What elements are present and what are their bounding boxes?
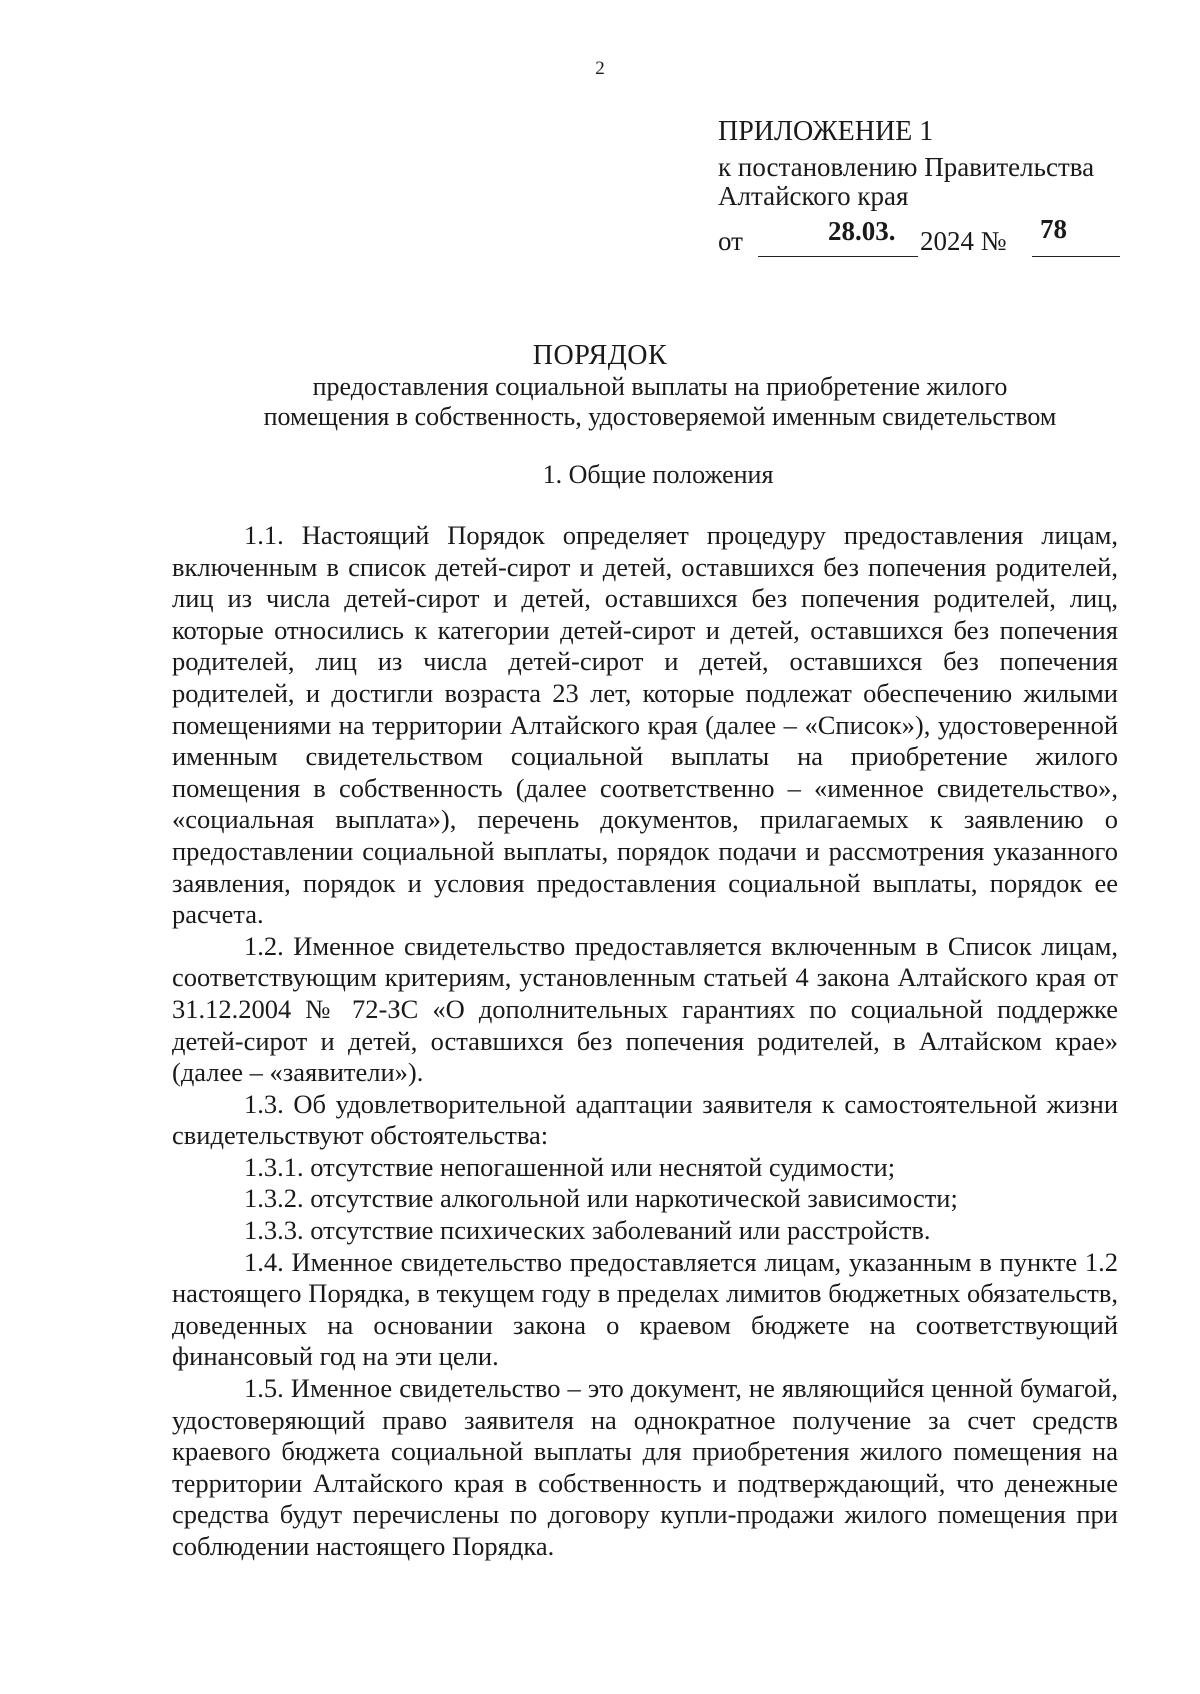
paragraph-1-1: 1.1. Настоящий Порядок определяет процедуру предоставления лицам, включенным в список детей-сирот и детей, оставшихся без попечения родителей, лиц из числа детей-сирот и детей, оставшихся без попечения родителей, лиц, которые относились к категории детей-сирот и детей, оставшихся без попечения родителей, лиц из числа детей-сирот и детей, оставшихся без попечения родителей, и достигли возраста 23 лет, которые подлежат обеспечению жилыми помещениями на территории Алтайского края (далее – «Список»), удостоверенной именным свидетельством социальной выплаты на приобретение жилого помещения в собственность (далее соответственно – «именное свидетельство», «социальная выплата»), перечень документов, прилагаемых к заявлению о предоставлении социальной выплаты, порядок подачи и рассмотрения указанного заявления, порядок и условия предоставления социальной выплаты, порядок ее расчета. — [172, 520, 1118, 930]
appendix-number: 78 — [1040, 214, 1067, 244]
page-number: 2 — [595, 58, 605, 79]
appendix-year: 2024 № — [920, 226, 1007, 256]
order-subtitle — [210, 372, 1110, 432]
section-title: 1. Общие положения — [542, 460, 774, 489]
paragraph-1-3-2: 1.3.2. отсутствие алкогольной или наркотической зависимости; — [244, 1183, 958, 1214]
number-underline — [1032, 256, 1120, 257]
appendix-block — [718, 116, 1158, 258]
document-body — [172, 520, 1118, 1563]
paragraph-1-5: 1.5. Именное свидетельство – это документ, не являющийся ценной бумагой, удостоверяющий право заявителя на однократное получение за счет средств краевого бюджета социальной выплаты для приобретения жилого помещения на территории Алтайского края в собственность и подтверждающий, что денежные средства будут перечислены по договору купли-продажи жилого помещения при соблюдении настоящего Порядка. — [172, 1373, 1118, 1561]
order-subtitle-line2: помещения в собственность, удостоверяемой именным свидетельством — [263, 402, 1057, 431]
paragraph-1-3-3: 1.3.3. отсутствие психических заболеваний или расстройств. — [244, 1215, 931, 1246]
order-title: ПОРЯДОК — [532, 340, 668, 371]
paragraph-1-3-1: 1.3.1. отсутствие непогашенной или неснятой судимости; — [244, 1151, 896, 1182]
order-subtitle-line1: предоставления социальной выплаты на приобретение жилого — [312, 372, 1008, 401]
appendix-ot: от — [718, 226, 743, 256]
appendix-title: ПРИЛОЖЕНИЕ 1 — [718, 116, 934, 147]
appendix-line1: к постановлению Правительства — [718, 152, 1095, 182]
appendix-date: 28.03. — [828, 216, 896, 246]
date-underline — [758, 256, 918, 257]
appendix-date-row — [718, 214, 1158, 258]
appendix-line2: Алтайского края — [718, 181, 909, 211]
paragraph-1-2: 1.2. Именное свидетельство предоставляется включенным в Список лицам, соответствующим критериям, установленным статьей 4 закона Алтайского края от 31.12.2004 № 72-ЗС «О дополнительных гарантиях по социальной поддержке детей-сирот и детей, оставшихся без попечения родителей, в Алтайском крае» (далее – «заявители»). — [172, 930, 1118, 1088]
paragraph-1-3: 1.3. Об удовлетворительной адаптации заявителя к самостоятельной жизни свидетельствуют обстоятельства: — [172, 1088, 1118, 1151]
paragraph-1-4: 1.4. Именное свидетельство предоставляется лицам, указанным в пункте 1.2 настоящего Порядка, в текущем году в пределах лимитов бюджетных обязательств, доведенных на основании закона о краевом бюджете на соответствующий финансовый год на эти цели. — [172, 1246, 1118, 1372]
